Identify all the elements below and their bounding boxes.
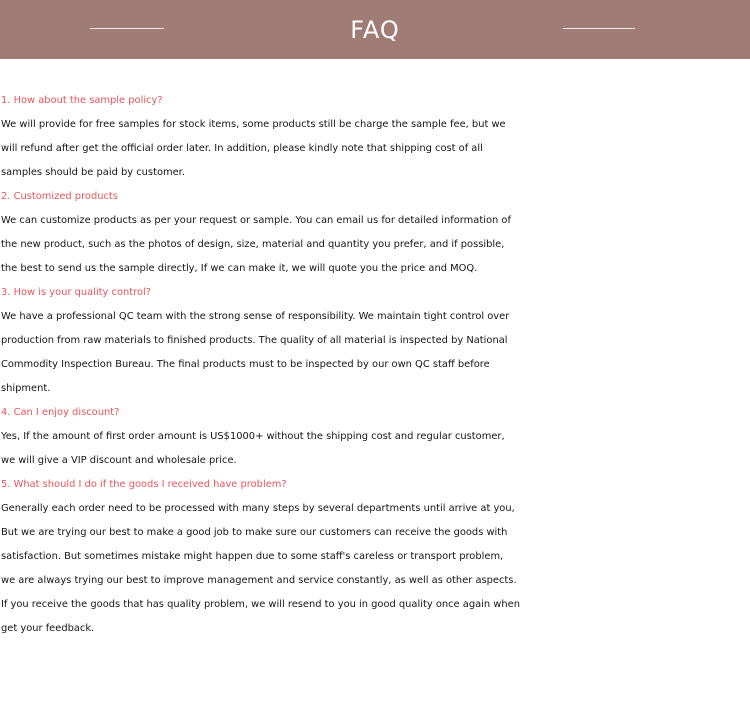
faq-item <box>1 185 749 281</box>
faq-answer <box>1 113 749 185</box>
faq-answer-line: the best to send us the sample directly, If we can make it, we will quote you the price and MOQ. <box>1 263 478 274</box>
faq-item <box>1 473 749 641</box>
faq-answer-line: We will provide for free samples for stock items, some products still be charge the sample fee, but we <box>1 119 506 130</box>
faq-answer-line: We have a professional QC team with the strong sense of responsibility. We maintain tight control over <box>1 311 510 322</box>
faq-question-number: 4. <box>1 407 11 418</box>
faq-question-number: 3. <box>1 287 11 298</box>
faq-answer <box>1 425 749 473</box>
faq-item <box>1 281 749 401</box>
faq-answer-line: the new product, such as the photos of design, size, material and quantity you prefer, and if possible, <box>1 239 505 250</box>
faq-answer-line: get your feedback. <box>1 623 95 634</box>
header-divider-right <box>563 28 635 29</box>
faq-question <box>1 89 749 113</box>
faq-question-text: Customized products <box>13 191 118 202</box>
faq-question-number: 1. <box>1 95 11 106</box>
faq-answer <box>1 497 749 641</box>
page-title: FAQ <box>350 16 400 44</box>
faq-question <box>1 281 749 305</box>
faq-answer-line: Generally each order need to be processed with many steps by several departments until arrive at you, <box>1 503 515 514</box>
faq-list <box>1 89 749 641</box>
faq-question-text: How about the sample policy? <box>13 95 163 106</box>
faq-answer-line: If you receive the goods that has quality problem, we will resend to you in good quality once again when <box>1 599 520 610</box>
faq-answer-line: we will give a VIP discount and wholesale price. <box>1 455 237 466</box>
faq-answer-line: Yes, If the amount of first order amount is US$1000+ without the shipping cost and regular customer, <box>1 431 505 442</box>
faq-question <box>1 401 749 425</box>
faq-answer-line: samples should be paid by customer. <box>1 167 185 178</box>
faq-question-text: What should I do if the goods I received have problem? <box>13 479 287 490</box>
faq-item <box>1 401 749 473</box>
faq-answer-line: Commodity Inspection Bureau. The final products must to be inspected by our own QC staff before <box>1 359 490 370</box>
faq-question <box>1 473 749 497</box>
faq-answer-line: But we are trying our best to make a good job to make sure our customers can receive the goods with <box>1 527 508 538</box>
faq-answer-line: production from raw materials to finished products. The quality of all material is inspected by National <box>1 335 508 346</box>
faq-answer-line: shipment. <box>1 383 51 394</box>
faq-header-banner <box>0 0 750 59</box>
faq-item <box>1 89 749 185</box>
faq-question-text: Can I enjoy discount? <box>13 407 120 418</box>
faq-question-number: 2. <box>1 191 11 202</box>
faq-answer <box>1 209 749 281</box>
faq-answer-line: satisfaction. But sometimes mistake might happen due to some staff's careless or transport problem, <box>1 551 504 562</box>
faq-answer-line: We can customize products as per your request or sample. You can email us for detailed information of <box>1 215 511 226</box>
faq-answer-line: will refund after get the official order later. In addition, please kindly note that shipping cost of all <box>1 143 483 154</box>
faq-answer <box>1 305 749 401</box>
faq-question <box>1 185 749 209</box>
faq-answer-line: we are always trying our best to improve management and service constantly, as well as other aspects. <box>1 575 517 586</box>
faq-question-number: 5. <box>1 479 11 490</box>
faq-question-text: How is your quality control? <box>13 287 152 298</box>
